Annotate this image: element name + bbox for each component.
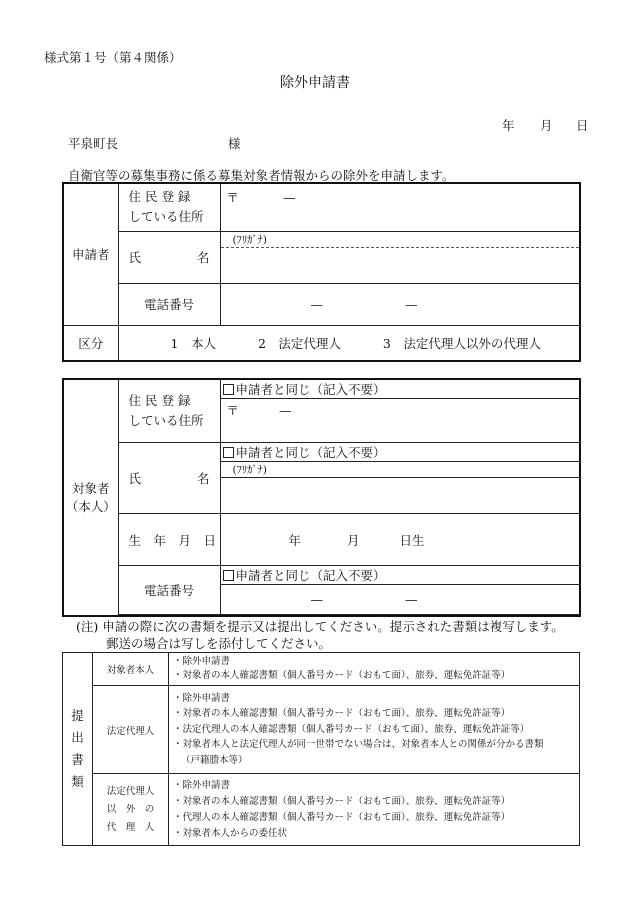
subject-phone-same-checkbox[interactable]: 申請者と同じ（記入不要） xyxy=(220,566,580,585)
date-month: 月 xyxy=(540,118,553,133)
category-label: 区分 xyxy=(63,325,118,361)
note-line-2: 郵送の場合は写しを添付してください。 xyxy=(106,636,332,651)
addressee-honorific: 様 xyxy=(228,136,241,151)
checkbox-icon[interactable] xyxy=(223,447,234,458)
subject-address-field[interactable]: 〒 — xyxy=(220,399,580,443)
checkbox-icon[interactable] xyxy=(223,570,234,581)
intro-text: 自衛官等の募集事務に係る募集対象者情報からの除外を申請します。 xyxy=(68,168,455,183)
subject-birth-field[interactable]: 年 月 日生 xyxy=(220,514,580,566)
doc-row-items: ・除外申請書 ・対象者の本人確認書類（個人番号カード（おもて面）、旅券、運転免許証等） ・法定代理人の本人確認書類（個人番号カード（おもて面）、旅券、運転免許証等） ・対象者本人と法定代理人が同一世帯でない場合は、対象者本人との関係が分かる書類 （戸籍謄本等） xyxy=(169,686,580,774)
subject-name-field[interactable] xyxy=(220,478,580,514)
subject-furigana-field[interactable]: (ﾌﾘｶﾞﾅ) xyxy=(220,462,580,478)
checkbox-icon[interactable] xyxy=(223,384,234,395)
doc-row-label: 法定代理人 以 外 の 代 理 人 xyxy=(93,774,169,846)
applicant-name-label: 氏 名 xyxy=(118,231,220,283)
category-options xyxy=(118,325,580,361)
category-option-2[interactable]: 2 法定代理人 xyxy=(257,335,341,351)
doc-row-items: ・除外申請書 ・対象者の本人確認書類（個人番号カード（おもて面）、旅券、運転免許証等） xyxy=(169,653,580,686)
subject-birth-label: 生 年 月 日 xyxy=(118,514,220,566)
note-line-1: (注) 申請の際に次の書類を提示又は提出してください。提示された書類は複写します。 xyxy=(76,619,564,634)
category-option-3[interactable]: 3 法定代理人以外の代理人 xyxy=(382,335,541,351)
subject-name-same-checkbox[interactable]: 申請者と同じ（記入不要） xyxy=(220,443,580,462)
date-year: 年 xyxy=(502,118,515,133)
subject-section-label: 対象者 （本人） xyxy=(63,379,118,616)
documents-table xyxy=(62,652,580,846)
addressee-name: 平泉町長 xyxy=(68,136,119,151)
applicant-table xyxy=(62,182,581,362)
subject-table xyxy=(62,378,581,617)
applicant-name-field[interactable] xyxy=(220,231,580,283)
applicant-phone-label: 電話番号 xyxy=(118,283,220,325)
subject-name-label: 氏 名 xyxy=(118,443,220,514)
subject-address-same-checkbox[interactable]: 申請者と同じ（記入不要） xyxy=(220,379,580,399)
doc-row-label: 対象者本人 xyxy=(93,653,169,686)
date-day: 日 xyxy=(576,118,589,133)
applicant-phone-field[interactable]: — — xyxy=(220,283,580,325)
furigana-label: (ﾌﾘｶﾞﾅ) xyxy=(232,233,267,246)
applicant-address-field[interactable]: 〒 — xyxy=(220,183,580,231)
subject-phone-label: 電話番号 xyxy=(118,566,220,615)
applicant-section-label: 申請者 xyxy=(63,183,118,325)
applicant-address-label: 住 民 登 録 している住所 xyxy=(118,183,220,231)
form-number: 様式第１号（第４関係） xyxy=(44,50,182,65)
category-option-1[interactable]: 1 本人 xyxy=(170,335,216,351)
page-title: 除外申請書 xyxy=(280,75,350,91)
doc-row-items: ・除外申請書 ・対象者の本人確認書類（個人番号カード（おもて面）、旅券、運転免許証等） ・代理人の本人確認書類（個人番号カード（おもて面）、旅券、運転免許証等） ・対象者本人からの委任状 xyxy=(169,774,580,846)
postal-mark: 〒 xyxy=(226,190,240,205)
doc-row-label: 法定代理人 xyxy=(93,686,169,774)
subject-address-label: 住 民 登 録 している住所 xyxy=(118,379,220,443)
subject-phone-field[interactable]: — — xyxy=(220,585,580,615)
documents-side-label: 提 出 書 類 xyxy=(63,653,93,846)
